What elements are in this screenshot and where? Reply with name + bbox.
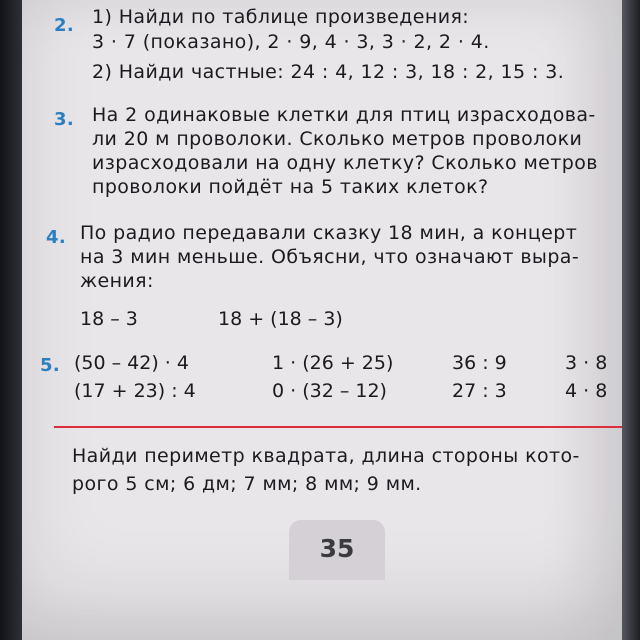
- task-text-line: на 3 мин меньше. Объясни, что означают выра-: [80, 246, 580, 268]
- expression: 36 : 9: [452, 352, 507, 374]
- task-number: 5.: [40, 355, 61, 376]
- task-text-line: Найди периметр квадрата, длина стороны кото-: [72, 445, 580, 467]
- expression: 3 · 8: [565, 352, 608, 374]
- task-text-line: На 2 одинаковые клетки для птиц израсходова-: [92, 104, 596, 126]
- task-number: 4.: [46, 227, 67, 248]
- task-number: 3.: [54, 109, 75, 130]
- expression: 18 – 3: [80, 308, 138, 330]
- textbook-page: [22, 0, 622, 640]
- expression: 1 · (26 + 25): [272, 352, 394, 374]
- task-text-line: израсходовали на одну клетку? Сколько метров: [92, 152, 598, 174]
- task-text-line: 1) Найди по таблице произведения:: [92, 6, 470, 28]
- bottom-task: [72, 442, 580, 498]
- section-divider: [54, 426, 622, 428]
- task-text-line: По радио передавали сказку 18 мин, а концерт: [80, 222, 578, 244]
- task-text-line: ли 20 м проволоки. Сколько метров проволоки: [92, 128, 583, 150]
- book-spine-shadow: [0, 0, 22, 640]
- task-text-line: рого 5 см; 6 дм; 7 мм; 8 мм; 9 мм.: [72, 473, 422, 495]
- expression: 27 : 3: [452, 380, 507, 402]
- page-edge-shadow: [622, 0, 640, 640]
- task-text-line: жения:: [80, 270, 154, 292]
- expression: 18 + (18 – 3): [218, 308, 343, 330]
- page-number-tab: [289, 520, 385, 580]
- page-number: 35: [319, 534, 355, 563]
- expression: 4 · 8: [565, 380, 608, 402]
- task-text-line: проволоки пойдёт на 5 таких клеток?: [92, 176, 489, 198]
- task-text-line: 3 · 7 (показано), 2 · 9, 4 · 3, 3 · 2, 2 · 4.: [92, 31, 490, 53]
- expression: (17 + 23) : 4: [74, 380, 196, 402]
- expression: (50 – 42) · 4: [74, 352, 189, 374]
- task-text-line: 2) Найди частные: 24 : 4, 12 : 3, 18 : 2, 15 : 3.: [92, 61, 565, 83]
- task-number: 2.: [54, 15, 75, 36]
- expression: 0 · (32 – 12): [272, 380, 387, 402]
